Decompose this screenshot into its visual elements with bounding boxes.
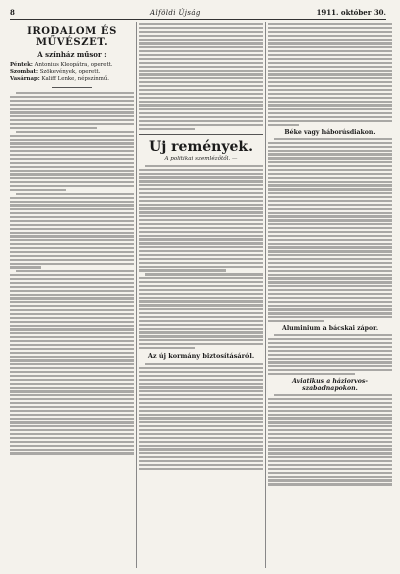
column-middle — [139, 22, 263, 568]
article-body — [268, 23, 392, 126]
article-byline: A politikai szemlézőtől. — — [164, 155, 238, 162]
header-rule — [10, 19, 386, 20]
theater-heading: A színház műsor : — [37, 50, 107, 59]
column-right — [268, 22, 392, 568]
article-body — [268, 394, 392, 485]
section-title: IRODALOM ÉS MŰVÉSZET. — [27, 26, 117, 48]
article-body — [139, 165, 263, 349]
article-body — [139, 363, 263, 470]
article-body — [139, 23, 263, 130]
schedule-item: Szombat: Szökevények, operett. — [10, 69, 101, 75]
article-heading: Béke vagy háborúsdiakon. — [284, 128, 376, 136]
column-divider — [265, 22, 266, 568]
article-heading: Aviatikus a háziorvos-szabadnapokon. — [292, 378, 368, 393]
schedule-item: Vasárnap: Kaliff Lenke, népszínmű. — [10, 76, 110, 82]
column-divider — [136, 22, 137, 568]
article-heading: Aluminium a bácskai zápor. — [282, 325, 378, 333]
article-body — [268, 138, 392, 322]
page-header — [10, 8, 386, 18]
masthead: Alföldi Újság — [150, 9, 201, 17]
column-left — [10, 22, 134, 568]
article-subhead: Az új kormány biztosításáról. — [147, 352, 255, 361]
article-body — [268, 334, 392, 375]
separator — [139, 134, 263, 135]
schedule-item: Péntek: Antonius Kleopátra, operett. — [10, 62, 113, 68]
article-title: Uj remények. — [149, 138, 253, 155]
article-body — [10, 92, 134, 455]
separator — [52, 87, 92, 88]
issue-date: 1911. október 30. — [316, 8, 386, 17]
page-number: 8 — [10, 8, 15, 17]
